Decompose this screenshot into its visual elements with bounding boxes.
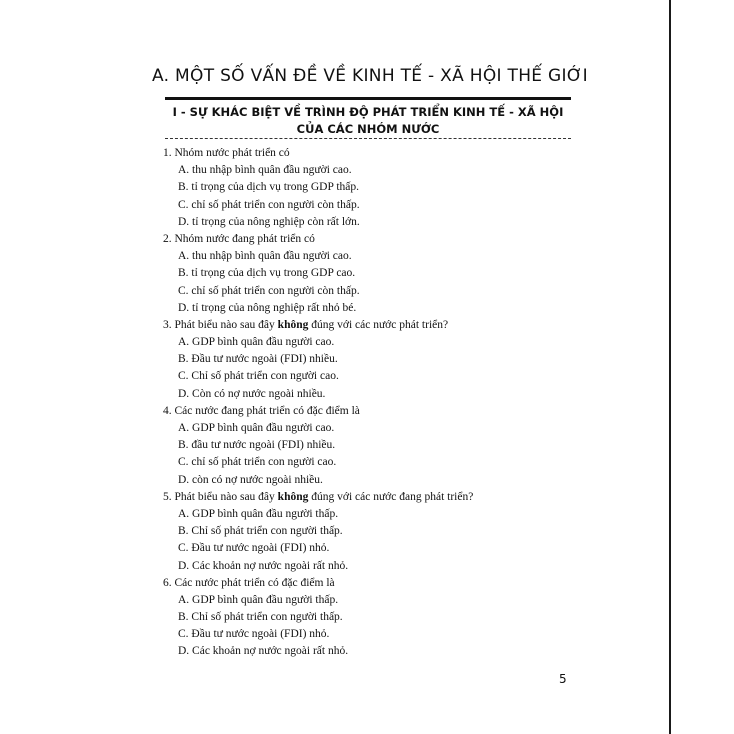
answer-option: B. Đầu tư nước ngoài (FDI) nhiều. [178,353,338,366]
question-stem [163,489,583,506]
answer-option: D. Còn có nợ nước ngoài nhiều. [178,387,326,400]
question-block [163,403,583,489]
question-block [163,231,583,317]
answer-option: D. Các khoản nợ nước ngoài rất nhỏ. [178,645,349,658]
question-text: đúng với các nước phát triển? [308,318,449,331]
answer-option: B. đầu tư nước ngoài (FDI) nhiều. [178,439,336,452]
answer-option: D. tỉ trọng của nông nghiệp còn rất lớn. [178,215,360,228]
answer-option: B. tỉ trọng của dịch vụ trong GDP cao. [178,267,356,280]
answer-option: A. GDP bình quân đầu người cao. [178,422,335,434]
question-emphasis: không [277,490,309,503]
section-heading-line-1: I - SỰ KHÁC BIỆT VỀ TRÌNH ĐỘ PHÁT TRIỂN KINH TẾ - XÃ HỘI [172,105,564,119]
answer-option: C. chỉ số phát triển con người cao. [178,456,337,469]
answer-option: A. GDP bình quân đầu người thấp. [178,593,339,606]
answer-option: A. thu nhập bình quân đầu người cao. [178,250,352,263]
answer-option: C. chỉ số phát triển con người còn thấp. [178,198,360,211]
answer-option: B. Chỉ số phát triển con người thấp. [178,525,343,538]
question-text: 3. Phát biểu nào sau đây [163,318,278,331]
page-edge-line [669,0,671,734]
heading-top-rule [165,97,571,100]
question-text: 1. Nhóm nước phát triển có [163,147,290,159]
question-list [163,145,583,661]
answer-option: D. còn có nợ nước ngoài nhiều. [178,473,323,486]
answer-option: C. Chỉ số phát triển con người cao. [178,370,339,383]
answer-option: A. thu nhập bình quân đầu người cao. [178,164,352,177]
heading-bottom-rule [165,138,571,139]
answer-option: B. tỉ trọng của dịch vụ trong GDP thấp. [178,181,359,194]
question-emphasis: không [277,318,309,331]
section-heading [165,104,571,138]
page-number: 5 [559,672,567,686]
question-block [163,317,583,403]
question-text: đúng với các nước đang phát triển? [308,490,474,503]
question-block [163,575,583,661]
answer-option: D. Các khoản nợ nước ngoài rất nhỏ. [178,559,349,572]
answer-option: B. Chỉ số phát triển con người thấp. [178,611,343,624]
question-text: 5. Phát biểu nào sau đây [163,490,278,503]
question-text: 4. Các nước đang phát triển có đặc điểm là [163,404,360,417]
question-stem [163,317,583,334]
question-stem [163,575,583,592]
question-stem [163,145,583,162]
answer-option: C. Đầu tư nước ngoài (FDI) nhỏ. [178,628,330,641]
section-heading-line-2: CỦA CÁC NHÓM NƯỚC [296,122,440,136]
answer-option: C. chỉ số phát triển con người còn thấp. [178,284,360,297]
question-stem [163,403,583,420]
answer-option: A. GDP bình quân đầu người cao. [178,336,335,349]
question-text: 2. Nhóm nước đang phát triển có [163,232,315,245]
question-block [163,145,583,231]
question-text: 6. Các nước phát triển có đặc điểm là [163,576,335,589]
question-stem [163,231,583,248]
answer-option: D. tỉ trọng của nông nghiệp rất nhỏ bé. [178,301,357,314]
question-block [163,489,583,575]
chapter-title: A. MỘT SỐ VẤN ĐỀ VỀ KINH TẾ - XÃ HỘI THẾ GIỚI [152,66,588,86]
answer-option: A. GDP bình quân đầu người thấp. [178,507,339,520]
answer-option: C. Đầu tư nước ngoài (FDI) nhỏ. [178,542,330,555]
